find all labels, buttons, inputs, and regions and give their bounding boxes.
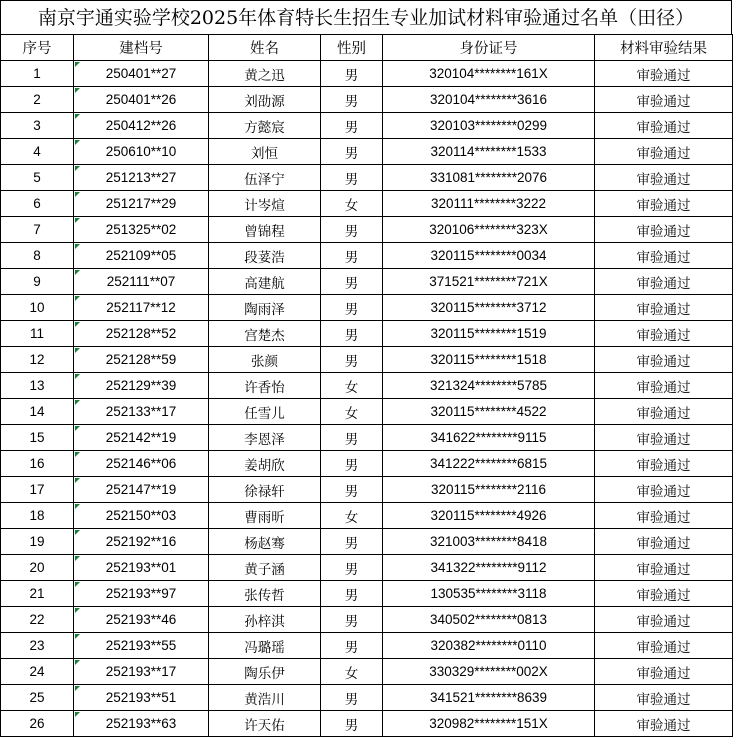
cell-name: 高建航 bbox=[209, 269, 321, 295]
cell-archive-no: 252193**01 bbox=[74, 555, 209, 581]
cell-seq: 19 bbox=[1, 529, 74, 555]
cell-archive-no: 252128**59 bbox=[74, 347, 209, 373]
cell-id-number: 321003********8418 bbox=[383, 529, 595, 555]
cell-archive-no: 252193**97 bbox=[74, 581, 209, 607]
cell-review-result: 审验通过 bbox=[595, 503, 733, 529]
table-row bbox=[1, 477, 733, 503]
table-row bbox=[1, 87, 733, 113]
cell-name: 任雪儿 bbox=[209, 399, 321, 425]
cell-name: 刘劭源 bbox=[209, 87, 321, 113]
cell-review-result: 审验通过 bbox=[595, 87, 733, 113]
cell-id-number: 130535********3118 bbox=[383, 581, 595, 607]
cell-review-result: 审验通过 bbox=[595, 555, 733, 581]
cell-gender: 男 bbox=[321, 607, 383, 633]
cell-seq: 22 bbox=[1, 607, 74, 633]
cell-gender: 男 bbox=[321, 61, 383, 87]
sheet-title: 南京宇通实验学校2025年体育特长生招生专业加试材料审验通过名单（田径） bbox=[0, 0, 732, 34]
cell-gender: 女 bbox=[321, 503, 383, 529]
cell-seq: 12 bbox=[1, 347, 74, 373]
cell-gender: 男 bbox=[321, 711, 383, 737]
cell-review-result: 审验通过 bbox=[595, 269, 733, 295]
cell-review-result: 审验通过 bbox=[595, 685, 733, 711]
cell-id-number: 320382********0110 bbox=[383, 633, 595, 659]
cell-archive-no: 251217**29 bbox=[74, 191, 209, 217]
cell-gender: 男 bbox=[321, 425, 383, 451]
cell-id-number: 330329********002X bbox=[383, 659, 595, 685]
cell-seq: 13 bbox=[1, 373, 74, 399]
table-row bbox=[1, 269, 733, 295]
cell-seq: 1 bbox=[1, 61, 74, 87]
cell-id-number: 320115********1519 bbox=[383, 321, 595, 347]
table-row bbox=[1, 295, 733, 321]
cell-name: 姜胡欣 bbox=[209, 451, 321, 477]
table-row bbox=[1, 243, 733, 269]
header-seq: 序号 bbox=[1, 35, 74, 61]
cell-review-result: 审验通过 bbox=[595, 659, 733, 685]
cell-id-number: 340502********0813 bbox=[383, 607, 595, 633]
cell-name: 黄之迅 bbox=[209, 61, 321, 87]
cell-id-number: 320103********0299 bbox=[383, 113, 595, 139]
cell-name: 黄子涵 bbox=[209, 555, 321, 581]
cell-seq: 6 bbox=[1, 191, 74, 217]
cell-archive-no: 252193**55 bbox=[74, 633, 209, 659]
cell-gender: 男 bbox=[321, 243, 383, 269]
cell-review-result: 审验通过 bbox=[595, 607, 733, 633]
cell-gender: 女 bbox=[321, 373, 383, 399]
cell-name: 方懿宸 bbox=[209, 113, 321, 139]
cell-name: 张颜 bbox=[209, 347, 321, 373]
cell-seq: 21 bbox=[1, 581, 74, 607]
cell-name: 冯璐瑶 bbox=[209, 633, 321, 659]
cell-seq: 11 bbox=[1, 321, 74, 347]
cell-id-number: 320115********0034 bbox=[383, 243, 595, 269]
cell-review-result: 审验通过 bbox=[595, 217, 733, 243]
cell-id-number: 320106********323X bbox=[383, 217, 595, 243]
table-row bbox=[1, 555, 733, 581]
cell-seq: 5 bbox=[1, 165, 74, 191]
cell-archive-no: 252129**39 bbox=[74, 373, 209, 399]
cell-gender: 男 bbox=[321, 685, 383, 711]
cell-seq: 14 bbox=[1, 399, 74, 425]
table-row bbox=[1, 217, 733, 243]
cell-gender: 男 bbox=[321, 555, 383, 581]
cell-seq: 2 bbox=[1, 87, 74, 113]
cell-name: 李恩泽 bbox=[209, 425, 321, 451]
cell-gender: 男 bbox=[321, 295, 383, 321]
cell-name: 张传哲 bbox=[209, 581, 321, 607]
cell-archive-no: 250401**27 bbox=[74, 61, 209, 87]
cell-archive-no: 252193**63 bbox=[74, 711, 209, 737]
cell-gender: 男 bbox=[321, 529, 383, 555]
cell-id-number: 341322********9112 bbox=[383, 555, 595, 581]
cell-id-number: 331081********2076 bbox=[383, 165, 595, 191]
cell-review-result: 审验通过 bbox=[595, 243, 733, 269]
cell-review-result: 审验通过 bbox=[595, 711, 733, 737]
table-row bbox=[1, 61, 733, 87]
cell-name: 许香怡 bbox=[209, 373, 321, 399]
table-row bbox=[1, 659, 733, 685]
cell-review-result: 审验通过 bbox=[595, 477, 733, 503]
cell-id-number: 320115********3712 bbox=[383, 295, 595, 321]
cell-review-result: 审验通过 bbox=[595, 633, 733, 659]
header-name: 姓名 bbox=[209, 35, 321, 61]
table-row bbox=[1, 529, 733, 555]
cell-name: 陶乐伊 bbox=[209, 659, 321, 685]
cell-archive-no: 250610**10 bbox=[74, 139, 209, 165]
cell-archive-no: 252133**17 bbox=[74, 399, 209, 425]
cell-archive-no: 252147**19 bbox=[74, 477, 209, 503]
cell-name: 杨赵骞 bbox=[209, 529, 321, 555]
table-row bbox=[1, 711, 733, 737]
cell-gender: 男 bbox=[321, 581, 383, 607]
cell-archive-no: 252117**12 bbox=[74, 295, 209, 321]
cell-archive-no: 252128**52 bbox=[74, 321, 209, 347]
table-row bbox=[1, 451, 733, 477]
cell-gender: 男 bbox=[321, 113, 383, 139]
table-row bbox=[1, 685, 733, 711]
cell-id-number: 341622********9115 bbox=[383, 425, 595, 451]
cell-id-number: 320982********151X bbox=[383, 711, 595, 737]
cell-review-result: 审验通过 bbox=[595, 451, 733, 477]
cell-gender: 女 bbox=[321, 659, 383, 685]
cell-id-number: 320115********2116 bbox=[383, 477, 595, 503]
cell-seq: 25 bbox=[1, 685, 74, 711]
cell-gender: 男 bbox=[321, 633, 383, 659]
cell-review-result: 审验通过 bbox=[595, 61, 733, 87]
cell-seq: 9 bbox=[1, 269, 74, 295]
table-row bbox=[1, 139, 733, 165]
cell-name: 陶雨泽 bbox=[209, 295, 321, 321]
cell-seq: 7 bbox=[1, 217, 74, 243]
cell-id-number: 320104********3616 bbox=[383, 87, 595, 113]
table-row bbox=[1, 581, 733, 607]
header-gender: 性别 bbox=[321, 35, 383, 61]
cell-name: 宫楚杰 bbox=[209, 321, 321, 347]
cell-seq: 16 bbox=[1, 451, 74, 477]
cell-archive-no: 252193**46 bbox=[74, 607, 209, 633]
cell-seq: 26 bbox=[1, 711, 74, 737]
table-row bbox=[1, 347, 733, 373]
cell-name: 孙梓淇 bbox=[209, 607, 321, 633]
cell-archive-no: 252146**06 bbox=[74, 451, 209, 477]
cell-seq: 20 bbox=[1, 555, 74, 581]
cell-seq: 23 bbox=[1, 633, 74, 659]
cell-archive-no: 252193**17 bbox=[74, 659, 209, 685]
cell-gender: 男 bbox=[321, 451, 383, 477]
cell-review-result: 审验通过 bbox=[595, 321, 733, 347]
cell-seq: 4 bbox=[1, 139, 74, 165]
cell-archive-no: 252109**05 bbox=[74, 243, 209, 269]
header-id-number: 身份证号 bbox=[383, 35, 595, 61]
cell-seq: 24 bbox=[1, 659, 74, 685]
cell-gender: 男 bbox=[321, 165, 383, 191]
cell-review-result: 审验通过 bbox=[595, 425, 733, 451]
cell-gender: 男 bbox=[321, 269, 383, 295]
cell-name: 曾锦程 bbox=[209, 217, 321, 243]
cell-gender: 女 bbox=[321, 399, 383, 425]
cell-name: 徐禄轩 bbox=[209, 477, 321, 503]
cell-gender: 男 bbox=[321, 477, 383, 503]
cell-review-result: 审验通过 bbox=[595, 399, 733, 425]
cell-review-result: 审验通过 bbox=[595, 139, 733, 165]
cell-review-result: 审验通过 bbox=[595, 581, 733, 607]
cell-review-result: 审验通过 bbox=[595, 347, 733, 373]
cell-name: 曹雨昕 bbox=[209, 503, 321, 529]
cell-name: 黄浩川 bbox=[209, 685, 321, 711]
cell-id-number: 341521********8639 bbox=[383, 685, 595, 711]
table-row bbox=[1, 165, 733, 191]
cell-review-result: 审验通过 bbox=[595, 191, 733, 217]
cell-name: 计岑煊 bbox=[209, 191, 321, 217]
cell-seq: 15 bbox=[1, 425, 74, 451]
header-row bbox=[1, 35, 733, 61]
table-row bbox=[1, 321, 733, 347]
cell-id-number: 320115********4522 bbox=[383, 399, 595, 425]
table-row bbox=[1, 425, 733, 451]
cell-name: 伍泽宁 bbox=[209, 165, 321, 191]
table-row bbox=[1, 399, 733, 425]
cell-review-result: 审验通过 bbox=[595, 373, 733, 399]
cell-seq: 3 bbox=[1, 113, 74, 139]
cell-review-result: 审验通过 bbox=[595, 295, 733, 321]
table-row bbox=[1, 113, 733, 139]
cell-gender: 男 bbox=[321, 87, 383, 113]
header-review-result: 材料审验结果 bbox=[595, 35, 733, 61]
cell-id-number: 320104********161X bbox=[383, 61, 595, 87]
cell-seq: 17 bbox=[1, 477, 74, 503]
table-row bbox=[1, 503, 733, 529]
cell-archive-no: 252192**16 bbox=[74, 529, 209, 555]
table-row bbox=[1, 191, 733, 217]
cell-archive-no: 251213**27 bbox=[74, 165, 209, 191]
cell-review-result: 审验通过 bbox=[595, 113, 733, 139]
header-archive-no: 建档号 bbox=[74, 35, 209, 61]
table-row bbox=[1, 373, 733, 399]
cell-id-number: 321324********5785 bbox=[383, 373, 595, 399]
cell-archive-no: 251325**02 bbox=[74, 217, 209, 243]
cell-gender: 女 bbox=[321, 191, 383, 217]
cell-archive-no: 252150**03 bbox=[74, 503, 209, 529]
cell-archive-no: 252142**19 bbox=[74, 425, 209, 451]
cell-archive-no: 250401**26 bbox=[74, 87, 209, 113]
table-row bbox=[1, 607, 733, 633]
cell-gender: 男 bbox=[321, 321, 383, 347]
cell-seq: 18 bbox=[1, 503, 74, 529]
cell-name: 段荽浩 bbox=[209, 243, 321, 269]
cell-archive-no: 252111**07 bbox=[74, 269, 209, 295]
cell-gender: 男 bbox=[321, 347, 383, 373]
cell-review-result: 审验通过 bbox=[595, 529, 733, 555]
cell-seq: 8 bbox=[1, 243, 74, 269]
cell-id-number: 341222********6815 bbox=[383, 451, 595, 477]
cell-archive-no: 250412**26 bbox=[74, 113, 209, 139]
cell-id-number: 371521********721X bbox=[383, 269, 595, 295]
cell-gender: 男 bbox=[321, 217, 383, 243]
cell-name: 刘恒 bbox=[209, 139, 321, 165]
cell-id-number: 320114********1533 bbox=[383, 139, 595, 165]
cell-id-number: 320111********3222 bbox=[383, 191, 595, 217]
cell-id-number: 320115********4926 bbox=[383, 503, 595, 529]
table-body bbox=[1, 61, 733, 737]
cell-archive-no: 252193**51 bbox=[74, 685, 209, 711]
cell-gender: 男 bbox=[321, 139, 383, 165]
results-table bbox=[0, 34, 733, 737]
cell-id-number: 320115********1518 bbox=[383, 347, 595, 373]
cell-name: 许天佑 bbox=[209, 711, 321, 737]
cell-review-result: 审验通过 bbox=[595, 165, 733, 191]
table-row bbox=[1, 633, 733, 659]
cell-seq: 10 bbox=[1, 295, 74, 321]
